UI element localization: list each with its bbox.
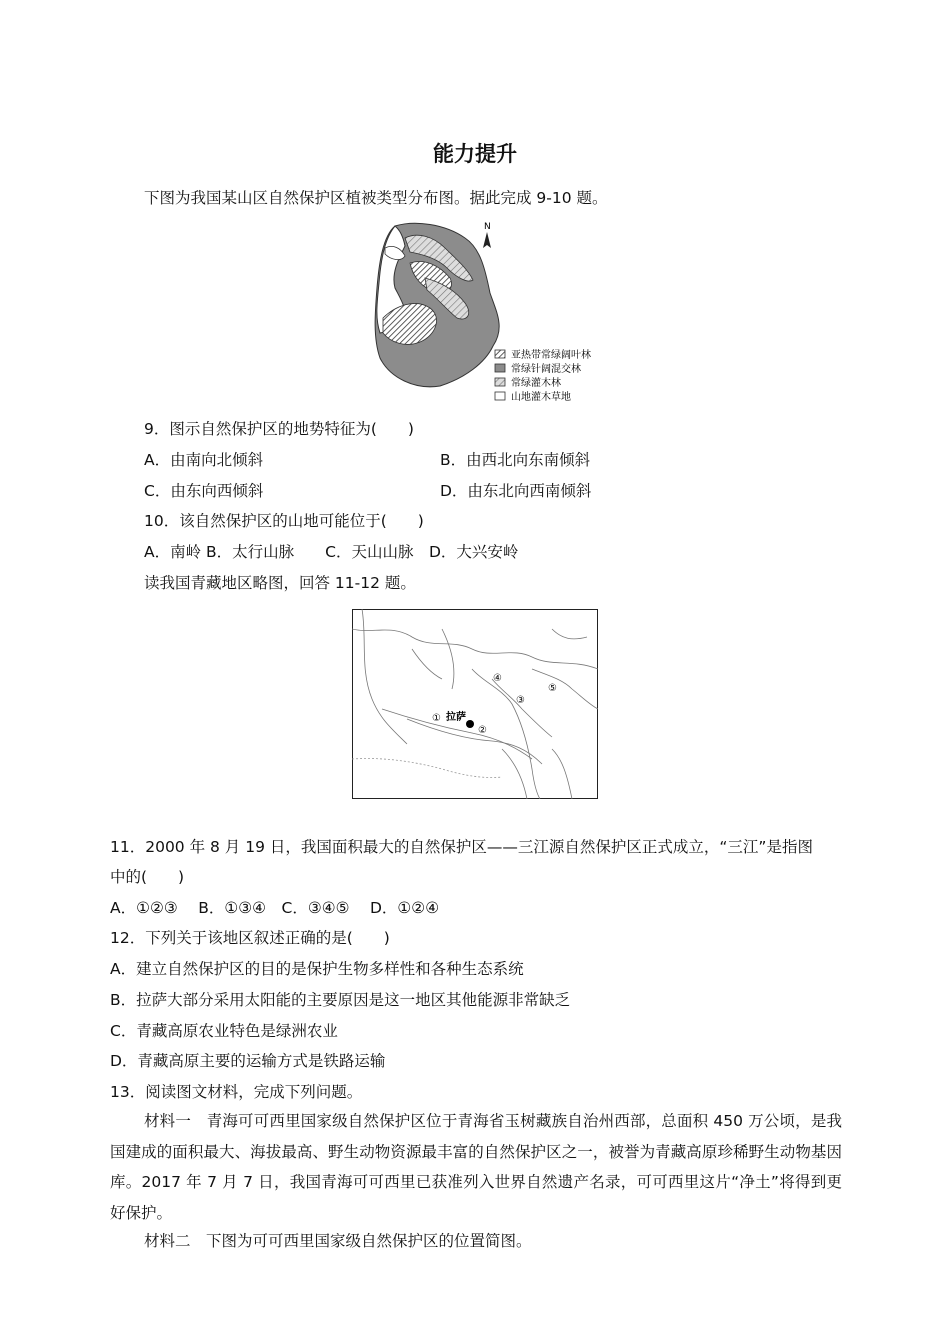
q10-stem: 10．该自然保护区的山地可能位于( ) [144,512,424,530]
svg-text:山地灌木草地: 山地灌木草地 [511,392,571,403]
svg-text:常绿灌木林: 常绿灌木林 [511,378,561,389]
north-arrow-icon [483,222,491,248]
q13-material-2: 材料二 下图为可可西里国家级自然保护区的位置简图。 [144,1232,532,1250]
q11-stem-2: 中的( ) [110,868,185,886]
q12-option-b: B．拉萨大部分采用太阳能的主要原因是这一地区其他能源非常缺乏 [110,991,571,1009]
tibet-map [352,609,598,799]
page-title: 能力提升 [433,142,517,166]
q10-options: A．南岭 B．太行山脉 C．天山山脉 D．大兴安岭 [144,543,519,561]
q9-option-c: C．由东向西倾斜 [144,482,264,500]
map-legend [495,348,591,403]
svg-text:N: N [484,222,491,232]
q12-stem: 12．下列关于该地区叙述正确的是( ) [110,929,390,947]
marker-5: ⑤ [548,683,557,694]
q13-stem: 13．阅读图文材料，完成下列问题。 [110,1083,363,1101]
intro-text-2: 读我国青藏地区略图，回答 11-12 题。 [144,574,416,592]
q9-option-a: A．由南向北倾斜 [144,451,264,469]
q11-stem-1: 11．2000 年 8 月 19 日，我国面积最大的自然保护区——三江源自然保护区正式成立，“三江”是指图 [110,838,813,856]
q12-option-c: C．青藏高原农业特色是绿洲农业 [110,1022,338,1040]
marker-1: ① [432,713,441,724]
marker-4: ④ [493,673,502,684]
intro-text-1: 下图为我国某山区自然保护区植被类型分布图。据此完成 9-10 题。 [144,189,608,207]
lhasa-city-marker [466,720,474,728]
q11-options: A．①②③ B．①③④ C．③④⑤ D．①②④ [110,899,440,917]
city-label: 拉萨 [446,712,466,723]
q13-material-1: 材料一 青海可可西里国家级自然保护区位于青海省玉树藏族自治州西部，总面积 450 万公顷，是我国建成的面积最大、海拔最高、野生动物资源最丰富的自然保护区之一，被誉为青藏高原珍稀野生动物基因库。2017 年 7 月 7 日，我国青海可可西里已获准列入世界自然遗产名录，可可西里这片“净土”将得到更好保护。 [110,1112,842,1222]
q9-option-d: D．由东北向西南倾斜 [440,482,592,500]
marker-2: ② [478,725,487,736]
svg-text:常绿针阔混交林: 常绿针阔混交林 [511,364,581,375]
svg-text:亚热带常绿阔叶林: 亚热带常绿阔叶林 [511,350,591,361]
vegetation-map [355,218,615,408]
q9-option-b: B．由西北向东南倾斜 [440,451,591,469]
marker-3: ③ [516,695,525,706]
q12-option-a: A．建立自然保护区的目的是保护生物多样性和各种生态系统 [110,960,524,978]
q9-stem: 9．图示自然保护区的地势特征为( ) [144,420,414,438]
q12-option-d: D．青藏高原主要的运输方式是铁路运输 [110,1052,386,1070]
